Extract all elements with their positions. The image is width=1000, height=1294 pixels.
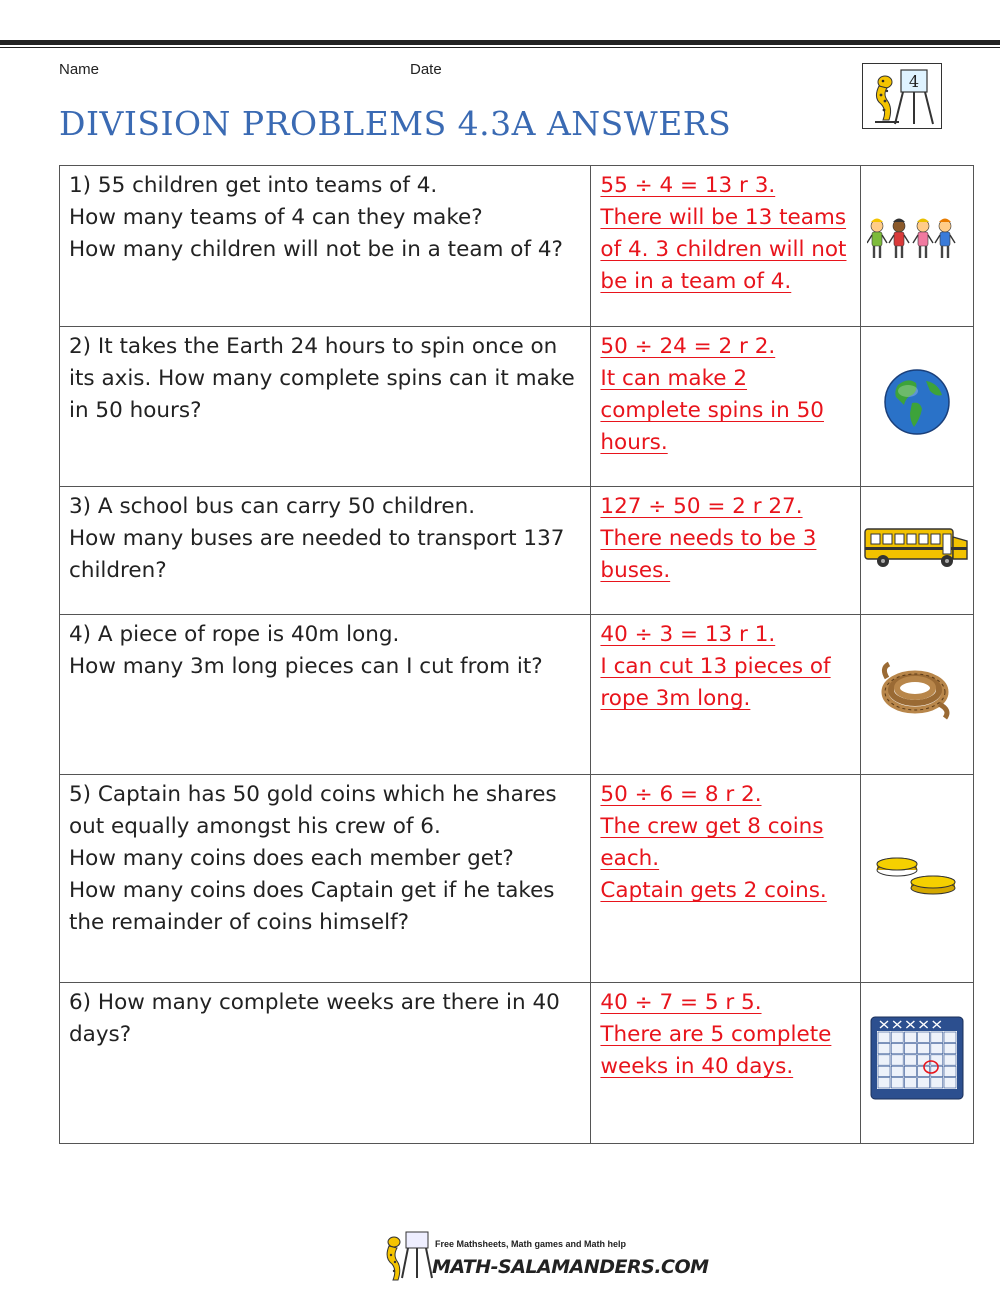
salamander-icon xyxy=(875,76,899,122)
rope-icon xyxy=(879,703,955,728)
question-line: out equally amongst his crew of 6. xyxy=(69,814,441,839)
answer-cell xyxy=(591,487,861,615)
answer-cell xyxy=(591,775,861,983)
children-icon xyxy=(867,247,967,272)
question-line: 4) A piece of rope is 40m long. xyxy=(69,622,400,647)
answer-cell xyxy=(591,983,861,1144)
illustration-cell xyxy=(861,983,974,1144)
question-line: 5) Captain has 50 gold coins which he shares xyxy=(69,782,557,807)
answer-line: buses. xyxy=(600,558,671,583)
globe-icon xyxy=(882,418,952,443)
easel-icon xyxy=(895,70,933,124)
answer-line: 50 ÷ 24 = 2 r 2. xyxy=(600,334,776,359)
problem-row xyxy=(60,615,974,775)
illustration-cell xyxy=(861,775,974,983)
question-line: the remainder of coins himself? xyxy=(69,910,410,935)
answer-line: weeks in 40 days. xyxy=(600,1054,794,1079)
question-cell xyxy=(60,775,591,983)
answer-line: There are 5 complete xyxy=(600,1022,832,1047)
problem-row xyxy=(60,327,974,487)
question-line: children? xyxy=(69,558,167,583)
page-title: DIVISION PROBLEMS 4.3A ANSWERS xyxy=(59,104,732,143)
footer-brand: MATH-SALAMANDERS.COM xyxy=(432,1256,709,1278)
question-line: 3) A school bus can carry 50 children. xyxy=(69,494,476,519)
question-line: How many teams of 4 can they make? xyxy=(69,205,483,230)
question-cell xyxy=(60,166,591,327)
answer-line: of 4. 3 children will not xyxy=(600,237,847,262)
question-line: its axis. How many complete spins can it make xyxy=(69,366,575,391)
question-line: How many coins does Captain get if he takes xyxy=(69,878,555,903)
gold-coins-icon xyxy=(875,877,959,902)
question-cell xyxy=(60,487,591,615)
salamander-grade-logo xyxy=(862,63,942,129)
date-label: Date xyxy=(410,61,442,78)
question-line: days? xyxy=(69,1022,132,1047)
answer-line: The crew get 8 coins xyxy=(600,814,824,839)
top-rule xyxy=(0,40,1000,45)
question-line: 1) 55 children get into teams of 4. xyxy=(69,173,438,198)
problem-row xyxy=(60,166,974,327)
answer-line: 55 ÷ 4 = 13 r 3. xyxy=(600,173,776,198)
answer-line: complete spins in 50 xyxy=(600,398,824,423)
problem-row xyxy=(60,983,974,1144)
answer-cell xyxy=(591,166,861,327)
answer-cell xyxy=(591,327,861,487)
illustration-cell xyxy=(861,166,974,327)
answer-line: Captain gets 2 coins. xyxy=(600,878,827,903)
answer-line: I can cut 13 pieces of xyxy=(600,654,831,679)
answer-line: 40 ÷ 7 = 5 r 5. xyxy=(600,990,762,1015)
question-line: How many coins does each member get? xyxy=(69,846,514,871)
answer-line: There needs to be 3 xyxy=(600,526,817,551)
answer-line: It can make 2 xyxy=(600,366,748,391)
illustration-cell xyxy=(861,487,974,615)
answer-line: 40 ÷ 3 = 13 r 1. xyxy=(600,622,776,647)
question-cell xyxy=(60,615,591,775)
answer-line: There will be 13 teams xyxy=(600,205,847,230)
question-cell xyxy=(60,983,591,1144)
answer-line: be in a team of 4. xyxy=(600,269,792,294)
problem-row xyxy=(60,775,974,983)
calendar-icon xyxy=(869,1082,965,1107)
name-label: Name xyxy=(59,61,100,78)
question-line: 2) It takes the Earth 24 hours to spin once on xyxy=(69,334,558,359)
answer-line: hours. xyxy=(600,430,668,455)
question-line: in 50 hours? xyxy=(69,398,202,423)
answer-line: each. xyxy=(600,846,660,871)
answer-cell xyxy=(591,615,861,775)
illustration-cell xyxy=(861,615,974,775)
question-line: How many children will not be in a team of 4? xyxy=(69,237,563,262)
school-bus-icon xyxy=(863,550,971,575)
answer-line: rope 3m long. xyxy=(600,686,751,711)
answer-line: 127 ÷ 50 = 2 r 27. xyxy=(600,494,803,519)
footer-tagline: Free Mathsheets, Math games and Math help xyxy=(435,1239,627,1249)
question-line: How many buses are needed to transport 137 xyxy=(69,526,565,551)
answer-line: 50 ÷ 6 = 8 r 2. xyxy=(600,782,762,807)
top-rule-thin xyxy=(0,47,1000,48)
question-line: 6) How many complete weeks are there in 40 xyxy=(69,990,560,1015)
problem-row xyxy=(60,487,974,615)
question-cell xyxy=(60,327,591,487)
illustration-cell xyxy=(861,327,974,487)
grade-badge-text: 4 xyxy=(908,72,920,91)
problems-table xyxy=(59,165,974,1144)
question-line: How many 3m long pieces can I cut from it? xyxy=(69,654,543,679)
